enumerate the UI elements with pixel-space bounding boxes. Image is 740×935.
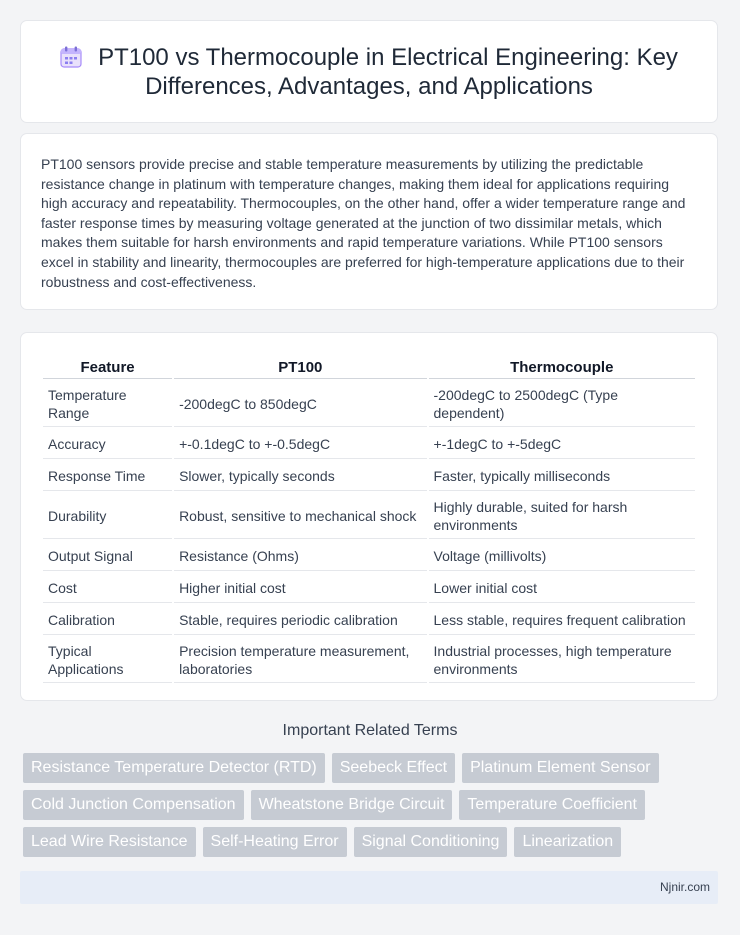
pt100-cell: Slower, typically seconds: [174, 461, 426, 491]
title-card: [20, 20, 718, 123]
feature-cell: Typical Applications: [43, 637, 172, 683]
related-terms-list: [23, 753, 713, 857]
feature-cell: Temperature Range: [43, 381, 172, 427]
feature-cell: Accuracy: [43, 429, 172, 459]
thermocouple-cell: Less stable, requires frequent calibration: [429, 605, 695, 635]
related-term-tag[interactable]: Platinum Element Sensor: [462, 753, 659, 783]
thermocouple-cell: Faster, typically milliseconds: [429, 461, 695, 491]
comparison-table: [41, 353, 697, 685]
table-row: [43, 605, 695, 635]
header-thermocouple: Thermocouple: [429, 355, 695, 379]
intro-card: [20, 133, 718, 310]
feature-cell: Cost: [43, 573, 172, 603]
comparison-table-card: [20, 332, 718, 701]
feature-cell: Response Time: [43, 461, 172, 491]
thermocouple-cell: Voltage (millivolts): [429, 541, 695, 571]
feature-cell: Output Signal: [43, 541, 172, 571]
related-term-tag[interactable]: Linearization: [514, 827, 621, 857]
table-row: [43, 541, 695, 571]
pt100-cell: Resistance (Ohms): [174, 541, 426, 571]
feature-cell: Durability: [43, 493, 172, 539]
header-pt100: PT100: [174, 355, 426, 379]
related-term-tag[interactable]: Temperature Coefficient: [459, 790, 645, 820]
intro-paragraph: PT100 sensors provide precise and stable temperature measurements by utilizing the predictable resistance change in platinum with temperature changes, making them ideal for applications requiring high accuracy and repeatability. Thermocouples, on the other hand, offer a wider temperature range and faster response times by measuring voltage generated at the junction of two dissimilar metals, which makes them suitable for harsh environments and rapid temperature variations. While PT100 sensors excel in stability and linearity, thermocouples are preferred for high-temperature applications due to their robustness and cost-effectiveness.: [41, 156, 686, 290]
table-row: [43, 493, 695, 539]
related-terms-heading: Important Related Terms: [282, 722, 458, 739]
thermocouple-cell: Industrial processes, high temperature environments: [429, 637, 695, 683]
pt100-cell: -200degC to 850degC: [174, 381, 426, 427]
table-row: [43, 573, 695, 603]
page-title: PT100 vs Thermocouple in Electrical Engineering: Key Differences, Advantages, and Applications: [98, 43, 678, 100]
pt100-cell: Precision temperature measurement, laboratories: [174, 637, 426, 683]
related-term-tag[interactable]: Cold Junction Compensation: [23, 790, 244, 820]
table-row: [43, 381, 695, 427]
table-row: [43, 461, 695, 491]
page-title-wrap: [49, 43, 689, 101]
calendar-icon: [60, 46, 82, 68]
related-term-tag[interactable]: Self-Heating Error: [203, 827, 347, 857]
pt100-cell: Higher initial cost: [174, 573, 426, 603]
thermocouple-cell: Highly durable, suited for harsh environments: [429, 493, 695, 539]
thermocouple-cell: -200degC to 2500degC (Type dependent): [429, 381, 695, 427]
related-term-tag[interactable]: Wheatstone Bridge Circuit: [251, 790, 453, 820]
header-feature: Feature: [43, 355, 172, 379]
table-header-row: [43, 355, 695, 379]
pt100-cell: Robust, sensitive to mechanical shock: [174, 493, 426, 539]
footer-site-link[interactable]: Njnir.com: [659, 880, 710, 894]
thermocouple-cell: +-1degC to +-5degC: [429, 429, 695, 459]
pt100-cell: +-0.1degC to +-0.5degC: [174, 429, 426, 459]
related-term-tag[interactable]: Lead Wire Resistance: [23, 827, 196, 857]
footer-bar: [20, 871, 718, 904]
related-term-tag[interactable]: Signal Conditioning: [354, 827, 508, 857]
table-row: [43, 637, 695, 683]
related-term-tag[interactable]: Resistance Temperature Detector (RTD): [23, 753, 325, 783]
thermocouple-cell: Lower initial cost: [429, 573, 695, 603]
table-row: [43, 429, 695, 459]
related-term-tag[interactable]: Seebeck Effect: [332, 753, 455, 783]
feature-cell: Calibration: [43, 605, 172, 635]
pt100-cell: Stable, requires periodic calibration: [174, 605, 426, 635]
